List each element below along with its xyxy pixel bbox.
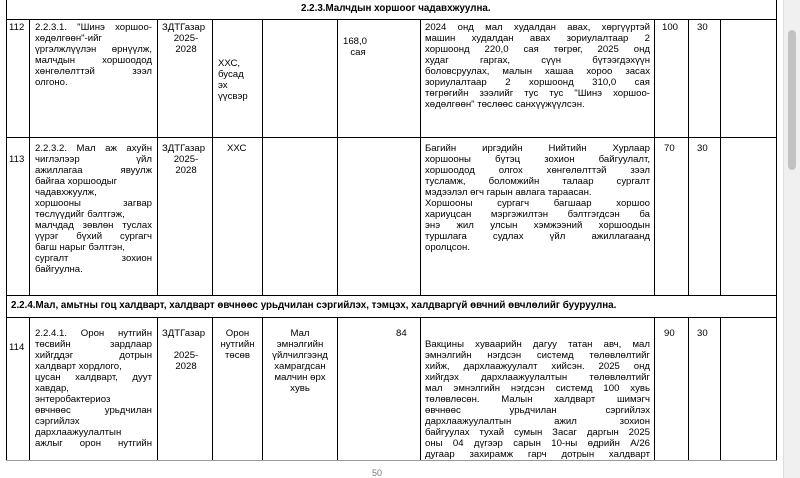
column-divider <box>420 19 421 295</box>
column-divider <box>720 19 721 295</box>
row-divider <box>6 295 777 296</box>
scrollbar-thumb[interactable] <box>788 30 796 170</box>
column-divider <box>29 317 30 460</box>
vertical-scrollbar[interactable] <box>783 0 800 478</box>
row-number: 114 <box>9 342 25 353</box>
column-divider <box>337 317 338 460</box>
column-divider <box>720 317 721 460</box>
row-divider <box>6 19 777 20</box>
score-percent: 100 <box>662 22 679 33</box>
implementation-report: 2024 онд мал худалдан авах, хөргүүртэй машин худалдан авах зориулалтаар 2 хоршоонд 220,0 сая төгрөг, 2025 онд худаг гаргах, сүүн бүтээгдэхүүн боловсруулах, малын хашаа хороо засах зориулалтаар 2 хоршоонд 310,0 сая төгрөгийн зээлийг тус тус "Шинэ хоршоо- хөдөлгөөн" төслөөс санхүүжүүлсэн. <box>425 22 650 110</box>
column-divider <box>688 19 689 295</box>
column-divider <box>157 317 158 460</box>
column-divider <box>29 19 30 295</box>
row-number: 113 <box>9 154 25 165</box>
indicator-value: 84 <box>396 328 407 339</box>
column-divider <box>212 19 213 295</box>
target-indicator: Мал эмнэлгийн үйлчилгээнд хамрагдсан малчин өрх хувь <box>272 328 328 394</box>
funding-source: ХХС, бусад эх үүсвэр <box>218 58 248 102</box>
funding-source: ХХС <box>227 143 247 154</box>
page-number: 50 <box>372 468 383 478</box>
score-points: 30 <box>697 143 708 154</box>
score-percent: 90 <box>664 328 675 339</box>
table-bottom-edge <box>6 460 777 461</box>
budget-amount: 168,0 сая <box>343 36 368 58</box>
column-divider <box>688 317 689 460</box>
column-divider <box>420 317 421 460</box>
table-border-left <box>6 0 7 460</box>
column-divider <box>262 19 263 295</box>
implementation-report: Вакцины хуваарийн дагуу татан авч, мал эмнэлгийн нэгдсэн системд төлөвлөлтийг хийж, дархлаажуулалт хийсэн. 2025 онд хийгдэх дархлаажуулалтын төлөвлөлтийг мал эмнэлгийн нэгдсэн системд 100 хувь төлөвлөсөн. Малын халдварт шимэгч өвчнөөс урьдчилан сэргийлэх дархлаажуулалтын ажил зохион байгуулах тухай сумын Засаг даргын 2025 оны 04 дүгээр сарын 10-ны өдрийн А/26 дугаар захирамж гарч дотрын халдварт <box>425 339 650 460</box>
score-percent: 70 <box>664 143 675 154</box>
table-border-right <box>776 0 777 460</box>
task-description: 2.2.3.2. Мал аж ахуйн чиглэлээр үйл ажиллагаа явуулж байгаа хоршоодыг чадавхжуулж, хоршооны загвар төслүүдийг бэлтгэж, малчдад зөвлөн туслах үүрэг бүхий сургагч багш нарыг бэлтгэн, сургалт зохион байгуулна. <box>35 143 152 275</box>
section-heading-2-2-4: 2.2.4.Мал, амьтны гоц халдварт, халдварт өвчнөөс урьдчилан сэргийлэх, тэмцэх, халдваргүй өвчний өвчлөлийг бууруулна. <box>11 300 617 311</box>
implementation-report: Багийн иргэдийн Нийтийн Хурлаар хоршооны бүтэц зохион байгуулалт, хоршоодод олгох хөнгөлөлттэй зээл тусламж, боломжийн талаар сургалт мэдээлэл өгч гарын авлага тараасан. Хоршооны сургагч багшаар хоршоо хариуцсан мэргэжилтэн бэлтгэгдсэн ба энэ жил улсын хэмжээний хоршоодын туршлага судлах үйл ажиллагаанд оролцсон. <box>425 143 650 253</box>
task-description: 2.2.4.1. Орон нутгийн төсвийн зардлаар хийгддэг дотрын халдварт хордлого, цусан халдварт, дуут хавдар, энтеробактериоз өвчнөөс урьдчилан сэргийлэх дархлаажуулалтын ажлыг орон нутгийн <box>35 328 152 449</box>
task-description: 2.2.3.1. "Шинэ хоршоо- хөдөлгөөн"-ийг үргэлжлүүлэн өрнүүлж, малчдын хоршоодод хөнгөлөлттэй зээл олгоно. <box>35 22 152 88</box>
responsible-program: ЗДТГазар 2025- 2028 <box>162 22 206 55</box>
responsible-program: ЗДТГазар 2025- 2028 <box>162 143 206 176</box>
row-number: 112 <box>9 22 25 33</box>
score-points: 30 <box>697 328 708 339</box>
row-divider <box>6 317 777 318</box>
column-divider <box>157 19 158 295</box>
row-divider <box>6 137 777 138</box>
responsible-program: ЗДТГазар 2025- 2028 <box>162 328 206 372</box>
column-divider <box>212 317 213 460</box>
column-divider <box>654 317 655 460</box>
section-heading-2-2-3: 2.2.3.Малчдын хоршоог чадавхжуулна. <box>301 3 491 14</box>
funding-source: Орон нутгийн төсөв <box>220 328 255 361</box>
column-divider <box>654 19 655 295</box>
column-divider <box>337 19 338 295</box>
score-points: 30 <box>697 22 708 33</box>
